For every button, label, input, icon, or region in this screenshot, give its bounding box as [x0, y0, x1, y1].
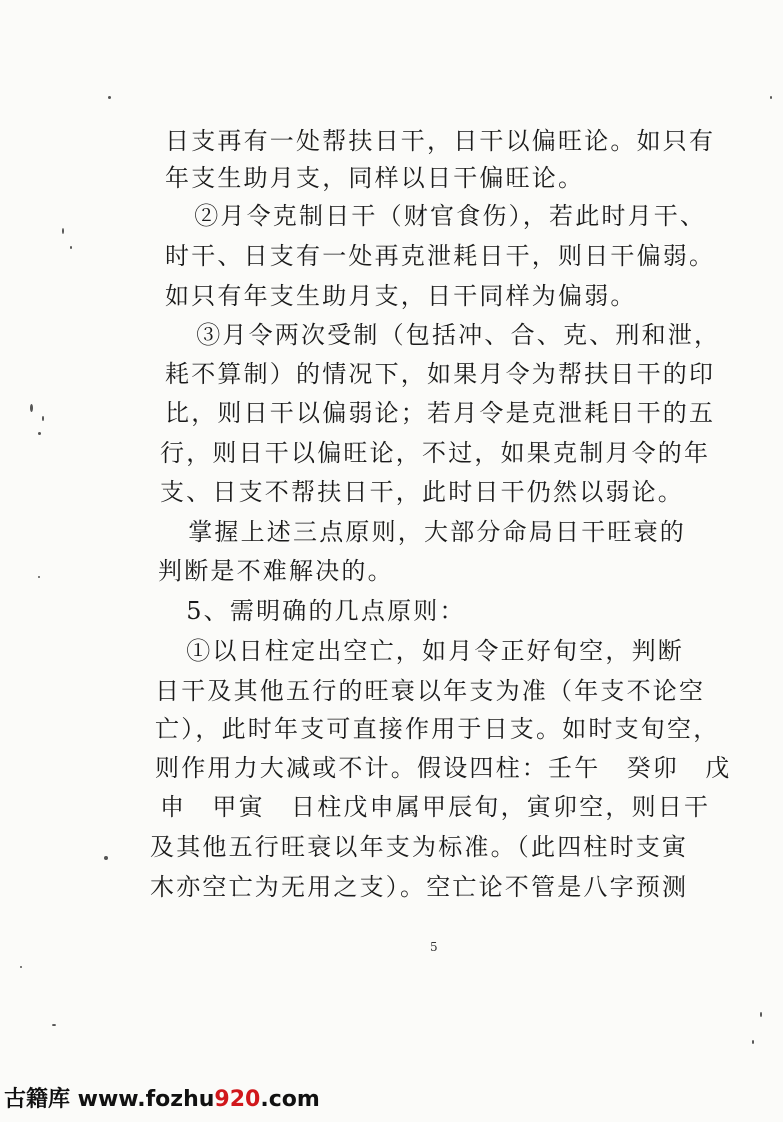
- watermark-number: 920: [214, 1087, 261, 1112]
- scan-speck: [38, 576, 40, 578]
- text-line-3: ②月令克制日干（财官食伤），若此时月干、: [168, 202, 707, 230]
- text-line-18: 申 甲寅 日柱戊申属甲辰旬，寅卯空，则日干: [160, 793, 711, 821]
- text-line-14: ①以日柱定出空亡，如月令正好旬空，判断: [160, 637, 684, 665]
- scan-speck: [760, 1012, 762, 1017]
- scan-speck: [752, 1040, 754, 1044]
- text-line-9: 行，则日干以偏旺论，不过，如果克制月令的年: [160, 439, 711, 467]
- page-number: 5: [430, 940, 438, 954]
- scan-speck: [20, 966, 22, 968]
- scan-speck: [52, 1024, 56, 1026]
- text-line-15: 日干及其他五行的旺衰以年支为准（年支不论空: [155, 677, 706, 705]
- text-line-7: 耗不算制）的情况下，如果月令为帮扶日干的印: [165, 360, 716, 388]
- scan-speck: [62, 228, 64, 234]
- scan-speck: [30, 404, 33, 412]
- text-line-10: 支、日支不帮扶日干，此时日干仍然以弱论。: [160, 478, 684, 506]
- text-line-8: 比，则日干以偏弱论；若月令是克泄耗日干的五: [165, 399, 716, 427]
- text-line-6: ③月令两次受制（包括冲、合、克、刑和泄，: [170, 321, 721, 349]
- text-line-4: 时干、日支有一处再克泄耗日干，则日干偏弱。: [165, 242, 716, 270]
- watermark-banner: [4, 1082, 320, 1113]
- watermark-suffix: .com: [260, 1087, 320, 1112]
- scan-speck: [104, 856, 108, 860]
- text-line-12: 判断是不难解决的。: [158, 557, 394, 585]
- text-line-17: 则作用力大减或不计。假设四柱：壬午 癸卯 戊: [155, 754, 732, 782]
- text-line-5: 如只有年支生助月支，日干同样为偏弱。: [165, 282, 637, 310]
- text-line-11: 掌握上述三点原则，大部分命局日干旺衰的: [162, 518, 686, 546]
- scan-speck: [770, 96, 772, 99]
- text-line-16: 亡），此时年支可直接作用于日支。如时支旬空，: [155, 715, 720, 743]
- scan-speck: [42, 416, 44, 421]
- scan-speck: [70, 246, 72, 249]
- watermark-prefix: 古籍库 www.fozhu: [4, 1087, 215, 1112]
- scan-speck: [108, 96, 111, 99]
- text-line-2: 年支生助月支，同样以日干偏旺论。: [165, 164, 585, 192]
- section-heading: 5、需明确的几点原则：: [160, 597, 466, 625]
- text-line-19: 及其他五行旺衰以年支为标准。（此四柱时支寅: [150, 833, 689, 861]
- scan-speck: [38, 432, 41, 435]
- text-line-20: 木亦空亡为无用之支）。空亡论不管是八字预测: [150, 873, 689, 901]
- text-line-1: 日支再有一处帮扶日干，日干以偏旺论。如只有: [165, 127, 716, 155]
